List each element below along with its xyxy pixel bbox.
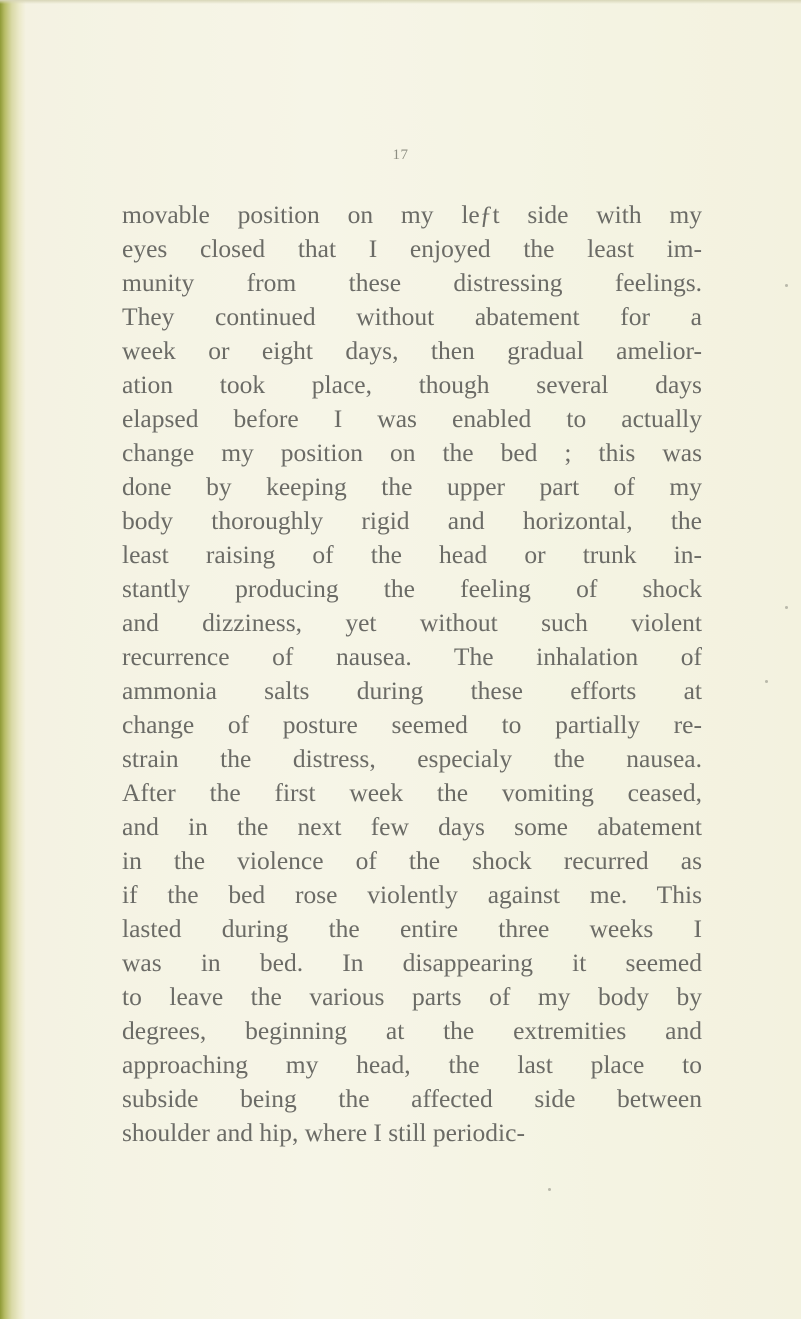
text-line: strain the distress, especialy the nausea. [122, 744, 702, 773]
paper-speck [765, 680, 768, 683]
text-line: approaching my head, the last place to [122, 1050, 702, 1079]
text-line: body thoroughly rigid and horizontal, the [122, 506, 702, 535]
text-line: to leave the various parts of my body by [122, 982, 702, 1011]
text-line: They continued without abatement for a [122, 302, 702, 331]
text-line: subside being the affected side between [122, 1084, 702, 1113]
text-line: ammonia salts during these efforts at [122, 676, 702, 705]
text-line: was in bed. In disappearing it seemed [122, 948, 702, 977]
text-line: shoulder and hip, where I still periodic- [122, 1118, 525, 1147]
text-line: eyes closed that I enjoyed the least im- [122, 234, 702, 263]
paper-speck [785, 284, 788, 287]
text-line: done by keeping the upper part of my [122, 472, 702, 501]
page-number: 17 [392, 147, 409, 163]
text-line: if the bed rose violently against me. This [122, 880, 702, 909]
text-line: week or eight days, then gradual amelior- [122, 336, 702, 365]
text-line: and dizziness, yet without such violent [122, 608, 702, 637]
text-line: ation took place, though several days [122, 370, 702, 399]
text-line: least raising of the head or trunk in- [122, 540, 702, 569]
paper-speck [548, 1188, 551, 1191]
text-line: change my position on the bed ; this was [122, 438, 702, 467]
text-line: lasted during the entire three weeks I [122, 914, 702, 943]
text-line: After the first week the vomiting ceased, [122, 778, 702, 807]
binding-edge [0, 0, 26, 1319]
text-line: degrees, beginning at the extremities and [122, 1016, 702, 1045]
text-line: recurrence of nausea. The inhalation of [122, 642, 702, 671]
text-line: elapsed before I was enabled to actually [122, 404, 702, 433]
text-line: change of posture seemed to partially re- [122, 710, 702, 739]
text-line: stantly producing the feeling of shock [122, 574, 702, 603]
text-line: munity from these distressing feelings. [122, 268, 702, 297]
text-line: movable position on my leƒt side with my [122, 200, 702, 229]
top-edge [0, 0, 801, 4]
text-line: and in the next few days some abatement [122, 812, 702, 841]
text-line: in the violence of the shock recurred as [122, 846, 702, 875]
body-text [122, 198, 702, 1150]
paper-speck [785, 606, 788, 609]
